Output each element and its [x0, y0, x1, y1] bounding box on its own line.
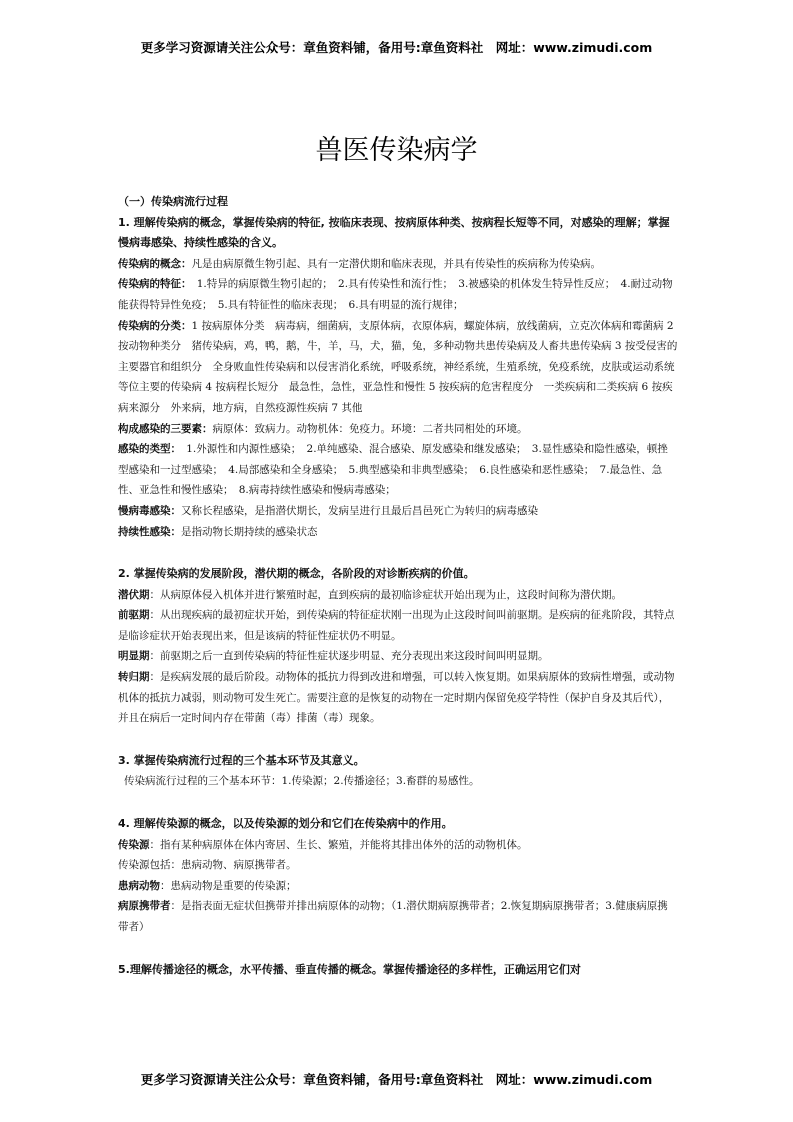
term-text: 1.外源性和内源性感染； 2.单纯感染、混合感染、原发感染和继发感染； 3.显性感染和隐性感染，顿挫型感染和一过型感染； 4.局部感染和全身感染； 5.典型感染和非典型感染； 6.良性感染和恶性感染； 7.最急性、急性、亚急性和慢性感染； 8.病毒持续性感染和慢病毒感染； — [118, 443, 668, 497]
term-text: ：从病原体侵入机体并进行繁殖时起，直到疾病的最初临诊症状开始出现为止，这段时间称为潜伏期。 — [149, 588, 622, 601]
paragraph-sick-animals — [118, 876, 678, 897]
term-text: 凡是由病原微生物引起、具有一定潜伏期和临床表现，并具有传染性的疾病称为传染病。 — [191, 257, 601, 270]
term-text: ：前驱期之后一直到传染病的特征性症状逐步明显、充分表现出来这段时间叫明显期。 — [149, 650, 549, 663]
page-header: 更多学习资源请关注公众号：章鱼资料铺，备用号:章鱼资料社 网址：www.zimudi.com — [140, 40, 653, 55]
paragraph-carriers — [118, 896, 678, 937]
page-footer: 更多学习资源请关注公众号：章鱼资料铺，备用号:章鱼资料社 网址：www.zimudi.com — [140, 1072, 653, 1087]
section-heading: （一）传染病流行过程 — [118, 195, 228, 208]
paragraph-classification — [118, 316, 678, 419]
term-label: 患病动物 — [118, 879, 160, 892]
term-text: 1.特异的病原微生物引起的； 2.具有传染性和流行性； 3.被感染的机体发生特异性反应； 4.耐过动物能获得特异性免疫； 5.具有特征性的临床表现； 6.具有明显的流行规律； — [118, 278, 673, 311]
term-text: ：患病动物是重要的传染源； — [160, 879, 297, 892]
paragraph-three-links: 传染病流行过程的三个基本环节：1.传染源；2.传播途径；3.畜群的易感性。 — [124, 775, 480, 788]
term-label: 病原携带者 — [118, 900, 171, 913]
term-text: 病原体：致病力。动物机体：免疫力。环境：二者共同相处的环境。 — [212, 422, 528, 435]
question-5: 5.理解传播途径的概念，水平传播、垂直传播的概念。掌握传播途径的多样性，正确运用它们对 — [118, 962, 581, 976]
term-label: 持续性感染： — [118, 525, 181, 538]
term-text: 又称长程感染，是指潜伏期长，发病呈进行且最后昌邑死亡为转归的病毒感染 — [181, 504, 538, 517]
document-title: 兽医传染病学 — [315, 135, 478, 166]
term-label: 前驱期 — [118, 609, 150, 622]
paragraph-obvious — [118, 646, 678, 667]
paragraph-features — [118, 274, 678, 315]
paragraph-slow-virus — [118, 501, 678, 522]
paragraph-prodromal — [118, 605, 678, 646]
paragraph-outcome — [118, 667, 678, 729]
term-text: 是指动物长期持续的感染状态 — [181, 525, 318, 538]
paragraph-source-includes: 传染源包括：患病动物、病原携带者。 — [118, 859, 297, 872]
paragraph-source — [118, 835, 678, 856]
paragraph-three-elements — [118, 419, 678, 440]
term-label: 转归期 — [118, 671, 150, 684]
term-text: ：从出现疾病的最初症状开始，到传染病的特征症状刚一出现为止这段时间叫前驱期。是疾病的征兆阶段，其特点是临诊症状开始表现出来，但是该病的特征性症状仍不明显。 — [118, 609, 675, 642]
term-label: 慢病毒感染： — [118, 504, 181, 517]
term-text: ：是疾病发展的最后阶段。动物体的抵抗力得到改进和增强，可以转入恢复期。如果病原体的致病性增强，或动物机体的抵抗力减弱，则动物可发生死亡。需要注意的是恢复的动物在一定时期内保留免疫学特性（保护自身及其后代），并且在病后一定时间内存在带菌（毒）排菌（毒）现象。 — [118, 671, 675, 725]
paragraph-infection-types — [118, 439, 678, 501]
paragraph-incubation — [118, 585, 678, 606]
term-label: 传染病的分类： — [118, 319, 192, 332]
term-label: 明显期 — [118, 650, 150, 663]
term-label: 传染病的特征： — [118, 278, 187, 291]
question-2: 2. 掌握传染病的发展阶段，潜伏期的概念，各阶段的对诊断疾病的价值。 — [118, 567, 475, 581]
question-1: 1. 理解传染病的概念，掌握传染病的特征, 按临床表现、按病原体种类、按病程长短等不同，对感染的理解；掌握慢病毒感染、持续性感染的含义。 — [118, 215, 670, 250]
term-label: 传染病的概念： — [118, 257, 192, 270]
term-label: 感染的类型： — [118, 443, 176, 456]
term-text: ：指有某种病原体在体内寄居、生长、繁殖，并能将其排出体外的活的动物机体。 — [149, 838, 528, 851]
term-label: 构成感染的三要素： — [118, 422, 213, 435]
term-text: 1 按病原体分类 病毒病，细菌病，支原体病，衣原体病，螺旋体病，放线菌病，立克次体病和霉菌病 2 按动物种类分 猪传染病，鸡，鸭，鹅，牛，羊，马，犬，猫，兔，多种动物共患传染病及人畜共患传染病 3 按受侵害的主要器官和组织分 全身败血性传染病和以侵害消化系统，呼吸系统，神经系统，生殖系统，免疫系统，皮肤或运动系统等位主要的传染病 4 按病程长短分 最急性，急性，亚急性和慢性 5 按疾病的危害程度分 一类疾病和二类疾病 6 按疾病来源分 外来病，地方病，自然疫源性疾病 7 其他 — [118, 319, 678, 414]
question-3: 3. 掌握传染病流行过程的三个基本环节及其意义。 — [118, 753, 365, 767]
term-text: ：是指表面无症状但携带并排出病原体的动物；（1.潜伏期病原携带者；2.恢复期病原携带者；3.健康病原携带者） — [118, 900, 668, 933]
document-body — [118, 192, 678, 980]
term-label: 传染源 — [118, 838, 150, 851]
paragraph-persistent — [118, 522, 678, 543]
question-4: 4. 理解传染源的概念，以及传染源的划分和它们在传染病中的作用。 — [118, 817, 453, 831]
paragraph-infectious-disease-concept — [118, 254, 678, 275]
term-label: 潜伏期 — [118, 588, 150, 601]
